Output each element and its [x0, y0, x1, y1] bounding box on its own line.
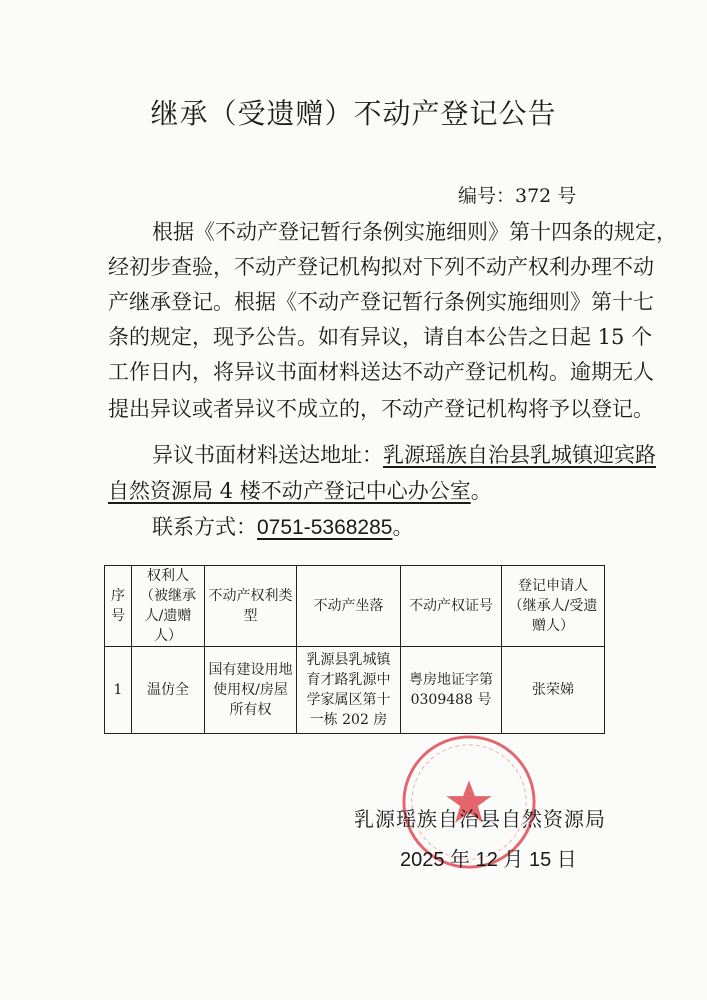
- header-cell: 登记申请人（继承人/受遗赠人）: [502, 566, 605, 647]
- cell-location: 乳源县乳城镇育才路乳源中学家属区第十一栋 202 房: [297, 647, 401, 734]
- issue-date: 2025 年 12 月 15 日: [400, 849, 577, 871]
- cell-seq: 1: [105, 647, 132, 734]
- body-line: 根据《不动产登记暂行条例实施细则》第十四条的规定，: [152, 220, 677, 244]
- header-cell: 不动产坐落: [297, 566, 401, 647]
- address-part2: 自然资源局 4 楼不动产登记中心办公室: [108, 479, 471, 503]
- address-end: 。: [470, 479, 492, 503]
- address-line-2: [108, 476, 492, 506]
- address-part1: 乳源瑶族自治县乳城镇迎宾路: [383, 443, 656, 467]
- contact-label: 联系方式：: [152, 515, 257, 539]
- cell-cert-no: 粤房地证字第 0309488 号: [401, 647, 502, 734]
- contact-phone: 0751-5368285: [257, 516, 393, 539]
- header-cell: 不动产权利类型: [205, 566, 297, 647]
- body-line: 条的规定，现予公告。如有异议，请自本公告之日起 15 个: [108, 325, 653, 349]
- body-line: 工作日内，将异议书面材料送达不动产登记机构。逾期无人: [108, 360, 654, 384]
- header-cell: 序号: [105, 566, 132, 647]
- header-cell: 不动产权证号: [401, 566, 502, 647]
- contact-line: [152, 512, 413, 542]
- table-header-row: [105, 566, 605, 647]
- body-line: 经初步查验，不动产登记机构拟对下列不动产权利办理不动: [108, 255, 654, 279]
- cell-right-type: 国有建设用地使用权/房屋所有权: [205, 647, 297, 734]
- address-label: 异议书面材料送达地址：: [152, 443, 383, 467]
- document-number: 编号：372 号: [458, 185, 577, 207]
- issuer-signature: 乳源瑶族自治县自然资源局: [354, 807, 606, 831]
- page-title: 继承（受遗赠）不动产登记公告: [150, 97, 557, 130]
- contact-end: 。: [392, 515, 414, 539]
- body-line: 提出异议或者异议不成立的，不动产登记机构将予以登记。: [108, 397, 654, 421]
- registration-table: [104, 565, 605, 734]
- cell-applicant: 张荣娣: [502, 647, 605, 734]
- cell-holder: 温仿全: [132, 647, 205, 734]
- table-row: [105, 647, 605, 734]
- address-line: [152, 440, 656, 470]
- body-line: 产继承登记。根据《不动产登记暂行条例实施细则》第十七: [108, 290, 654, 314]
- header-cell: 权利人（被继承人/遗赠人）: [132, 566, 205, 647]
